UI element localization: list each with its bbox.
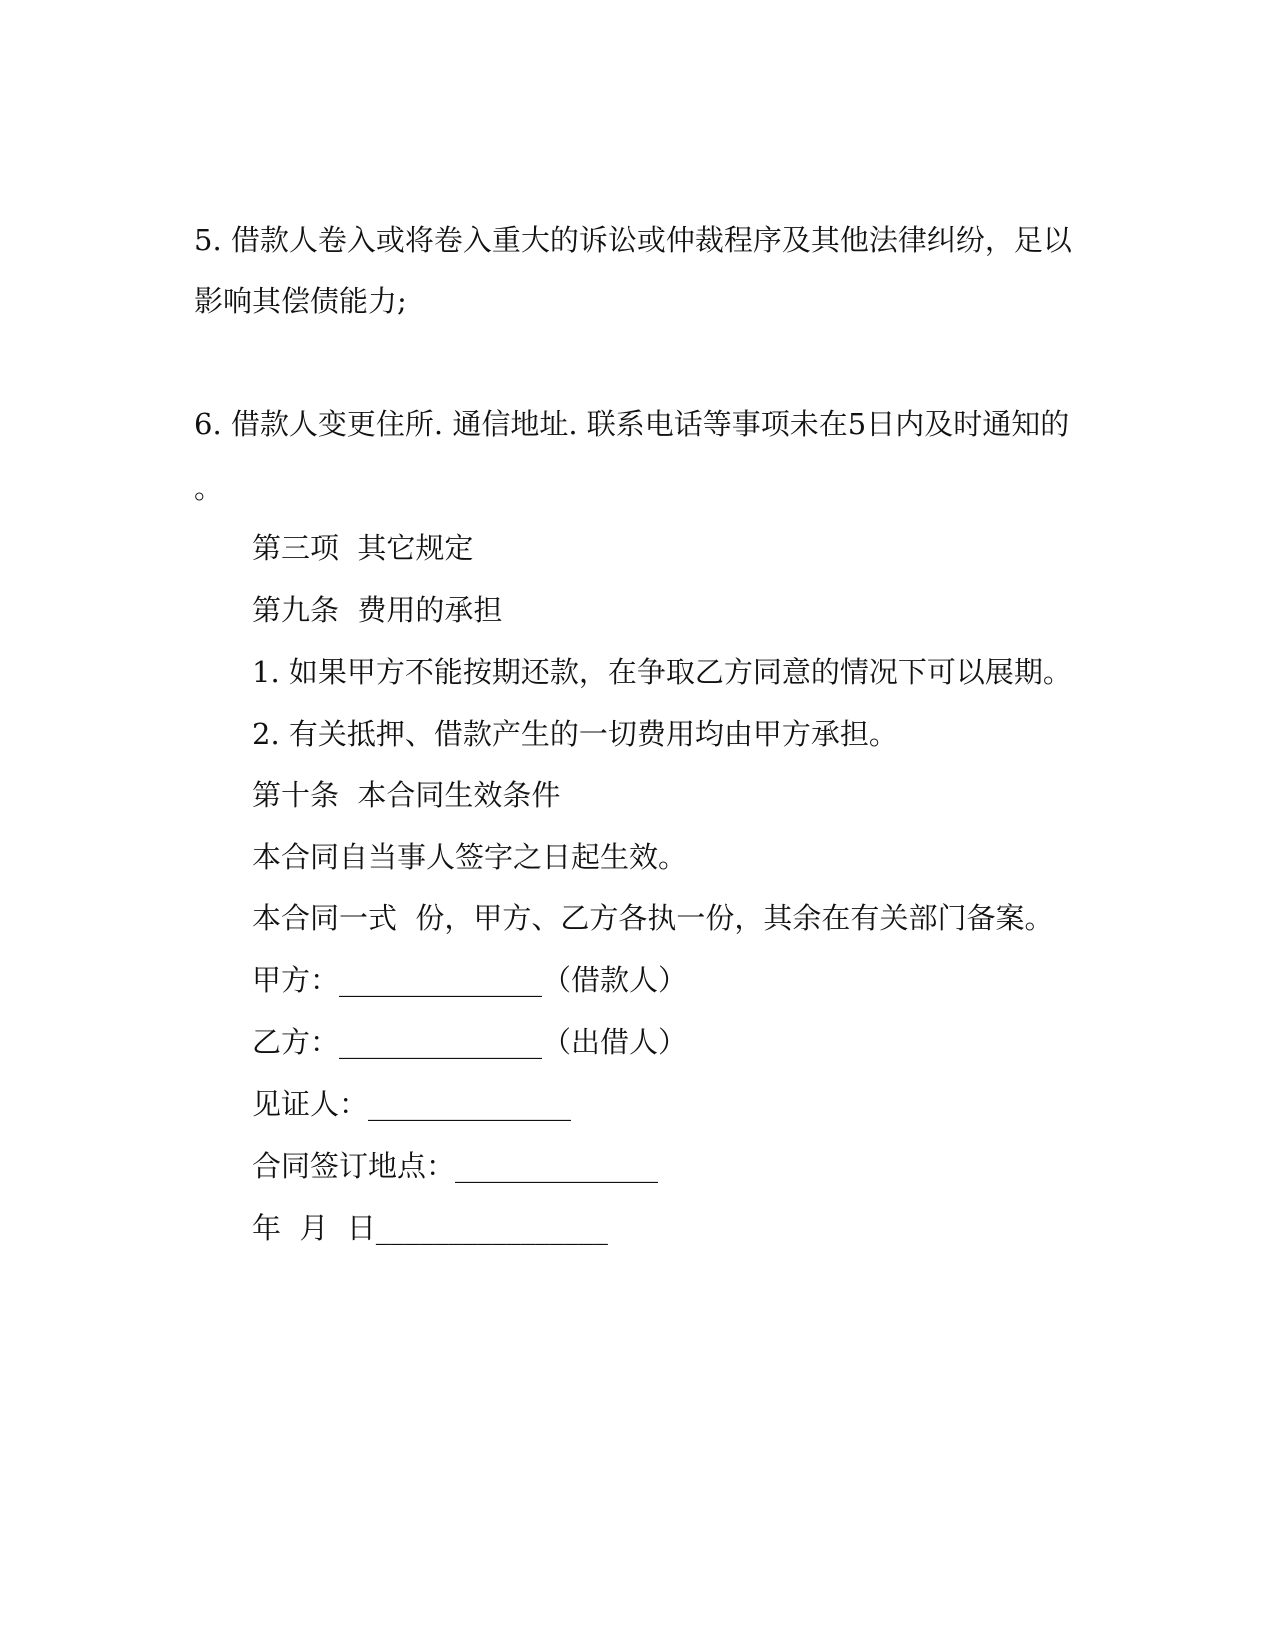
date-line: 年 月 日________________ [252,1211,608,1245]
party-b-signature-line: 乙方：______________（出借人） [252,1025,688,1059]
article-9-title: 第九条 费用的承担 [252,593,503,627]
clause-item-6-line-1: 6. 借款人变更住所. 通信地址. 联系电话等事项未在5日内及时通知的 [194,407,1070,441]
section-heading: 第三项 其它规定 [252,531,474,565]
clause-item-5-line-1: 5. 借款人卷入或将卷入重大的诉讼或仲裁程序及其他法律纠纷，足以 [194,223,1072,257]
witness-signature-line: 见证人：______________ [252,1087,572,1121]
effective-clause: 本合同自当事人签字之日起生效。 [252,840,688,874]
party-a-signature-line: 甲方：______________（借款人） [252,963,688,997]
article-10-title: 第十条 本合同生效条件 [252,778,561,812]
article-9-item-2: 2. 有关抵押、借款产生的一切费用均由甲方承担。 [252,717,898,751]
copies-clause: 本合同一式 份，甲方、乙方各执一份，其余在有关部门备案。 [252,901,1054,935]
article-9-item-1: 1. 如果甲方不能按期还款，在争取乙方同意的情况下可以展期。 [252,655,1072,689]
clause-item-5-line-2: 影响其偿债能力; [194,284,407,318]
clause-item-6-line-2: 。 [194,471,224,505]
signing-place-line: 合同签订地点：______________ [252,1149,659,1183]
